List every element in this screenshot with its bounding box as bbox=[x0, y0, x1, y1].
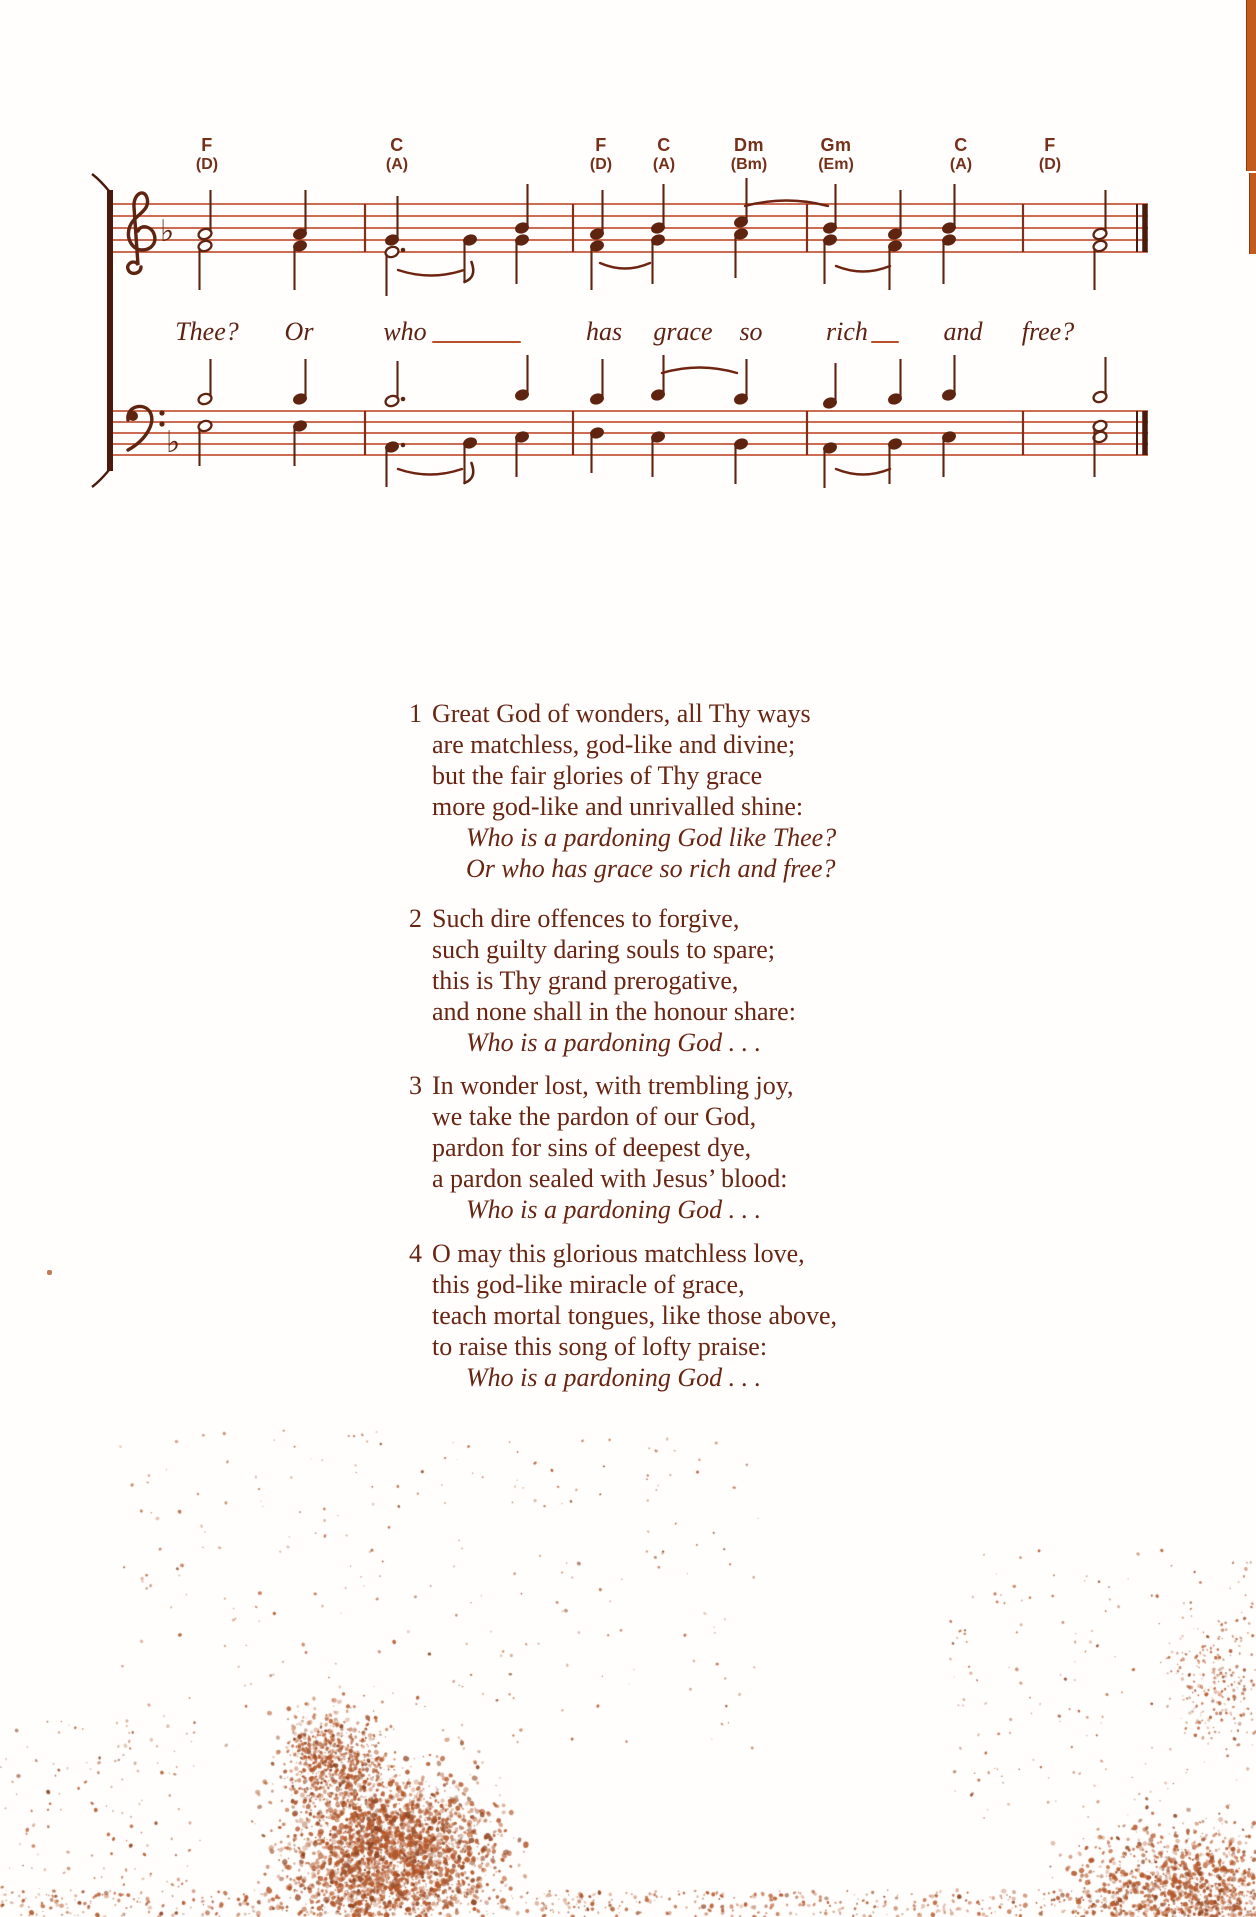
hymn-verse-4 bbox=[409, 1238, 1049, 1393]
verse-line-text: Such dire offences to forgive, bbox=[432, 904, 740, 933]
verse-line bbox=[409, 903, 1049, 934]
verse-line: such guilty daring souls to spare; bbox=[432, 935, 776, 964]
chord-alt-label: (Em) bbox=[818, 156, 854, 174]
chord-main-label: F bbox=[1044, 135, 1056, 155]
verse-line bbox=[409, 1070, 1049, 1101]
chord-alt-label: (A) bbox=[385, 156, 409, 174]
ink-speck bbox=[47, 1270, 52, 1275]
lyric-word: rich bbox=[826, 317, 868, 346]
verse-line-text: Great God of wonders, all Thy ways bbox=[432, 699, 811, 728]
chord-alt-label: (A) bbox=[949, 156, 973, 174]
verse-number: 3 bbox=[409, 1071, 422, 1100]
verse-number: 1 bbox=[409, 699, 422, 728]
chord-symbol bbox=[791, 135, 881, 175]
chord-symbol bbox=[1005, 135, 1095, 175]
svg-text:♭: ♭ bbox=[160, 214, 175, 249]
lyric-word: so bbox=[739, 317, 763, 346]
verse-line: teach mortal tongues, like those above, bbox=[432, 1301, 838, 1330]
chord-symbol bbox=[704, 135, 794, 175]
verse-line-text: In wonder lost, with trembling joy, bbox=[432, 1071, 794, 1100]
chord-main-label: C bbox=[390, 135, 404, 155]
chord-symbol bbox=[162, 135, 252, 175]
verse-number: 2 bbox=[409, 904, 422, 933]
verse-line: and none shall in the honour share: bbox=[432, 997, 796, 1026]
verse-line bbox=[409, 1238, 1049, 1269]
hymn-verse-3 bbox=[409, 1070, 1049, 1225]
chord-alt-label: (D) bbox=[1038, 156, 1062, 174]
lyric-word: who bbox=[383, 317, 427, 346]
svg-text:♭: ♭ bbox=[166, 425, 181, 460]
hymn-verse-1 bbox=[409, 698, 1049, 884]
chord-alt-label: (D) bbox=[195, 156, 219, 174]
verse-number: 4 bbox=[409, 1239, 422, 1268]
refrain-line: Who is a pardoning God . . . bbox=[466, 1195, 762, 1224]
verse-line: a pardon sealed with Jesus’ blood: bbox=[432, 1164, 788, 1193]
refrain-line: Who is a pardoning God . . . bbox=[466, 1028, 762, 1057]
verse-line: are matchless, god-like and divine; bbox=[432, 730, 796, 759]
lyric-word: has bbox=[585, 317, 623, 346]
refrain-line: Who is a pardoning God like Thee? bbox=[466, 823, 837, 852]
verse-line: to raise this song of lofty praise: bbox=[432, 1332, 768, 1361]
verse-line: more god-like and unrivalled shine: bbox=[432, 792, 804, 821]
lyric-word: Or bbox=[284, 317, 314, 346]
verse-line: pardon for sins of deepest dye, bbox=[432, 1133, 752, 1162]
verse-line: this god-like miracle of grace, bbox=[432, 1270, 745, 1299]
chord-main-label: F bbox=[595, 135, 607, 155]
chord-main-label: C bbox=[954, 135, 968, 155]
chord-alt-label: (Bm) bbox=[730, 156, 768, 174]
music-notation bbox=[0, 0, 1256, 540]
lyric-word: free? bbox=[1021, 317, 1075, 346]
chord-alt-label: (A) bbox=[652, 156, 676, 174]
lyric-word: and bbox=[943, 317, 983, 346]
page-edge-ink-bar-segment bbox=[1246, 0, 1256, 171]
verse-line: we take the pardon of our God, bbox=[432, 1102, 757, 1131]
verse-line bbox=[409, 698, 1049, 729]
refrain-line: Or who has grace so rich and free? bbox=[466, 854, 836, 883]
verse-line-text: O may this glorious matchless love, bbox=[432, 1239, 805, 1268]
lyric-word: grace bbox=[653, 317, 713, 346]
chord-main-label: Gm bbox=[820, 135, 852, 155]
refrain-line: Who is a pardoning God . . . bbox=[466, 1363, 762, 1392]
chord-main-label: C bbox=[657, 135, 671, 155]
hymn-verse-2 bbox=[409, 903, 1049, 1058]
chord-main-label: Dm bbox=[733, 135, 764, 155]
chord-main-label: F bbox=[201, 135, 213, 155]
chord-symbol bbox=[352, 135, 442, 175]
verse-line: but the fair glories of Thy grace bbox=[432, 761, 763, 790]
lyric-word: Thee? bbox=[175, 317, 239, 346]
chord-symbol bbox=[916, 135, 1006, 175]
chord-alt-label: (D) bbox=[589, 156, 613, 174]
verse-line: this is Thy grand prerogative, bbox=[432, 966, 739, 995]
chord-symbol bbox=[619, 135, 709, 175]
page-edge-ink-bar-segment bbox=[1249, 173, 1256, 254]
